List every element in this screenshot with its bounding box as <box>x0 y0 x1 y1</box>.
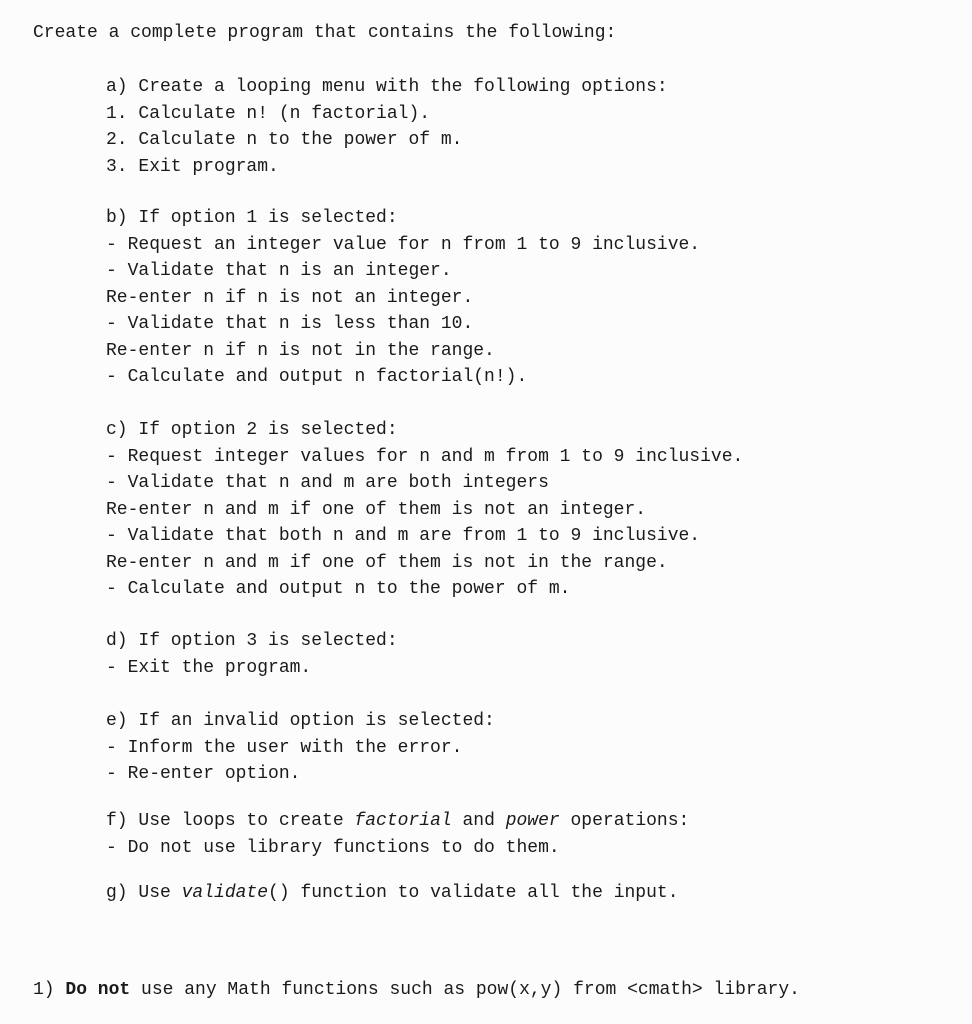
section-c-line: c) If option 2 is selected: <box>106 420 398 440</box>
footnote <box>33 980 800 1000</box>
factorial-term: factorial <box>354 811 452 831</box>
section-g-suffix: () function to validate all the input. <box>268 883 679 903</box>
section-g-line <box>106 880 679 907</box>
footnote-text: use any Math functions such as pow(x,y) from <cmath> library. <box>130 980 800 1000</box>
section-g <box>106 880 679 907</box>
section-f-suffix: operations: <box>559 811 690 831</box>
section-f-line <box>106 808 689 835</box>
section-b-line: b) If option 1 is selected: <box>106 208 398 228</box>
section-f <box>106 808 689 861</box>
section-b-line: - Request an integer value for n from 1 to 9 inclusive. <box>106 234 701 255</box>
section-c-line: - Request integer values for n and m from 1 to 9 inclusive. <box>106 446 744 467</box>
section-a-line: 2. Calculate n to the power of m. <box>106 130 463 150</box>
section-c-line: Re-enter n and m if one of them is not an integer. <box>106 499 647 520</box>
intro-text: Create a complete program that contains the following: <box>33 23 617 43</box>
section-b <box>106 205 700 391</box>
section-e-line: - Re-enter option. <box>106 764 301 784</box>
power-term: power <box>505 811 560 831</box>
section-c <box>106 417 743 603</box>
section-b-line: Re-enter n if n is not in the range. <box>106 340 495 361</box>
section-c-line: - Validate that n and m are both integers <box>106 473 549 493</box>
section-e-line: - Inform the user with the error. <box>106 737 463 758</box>
footnote-emphasis: Do not <box>65 980 131 1000</box>
section-c-line: - Validate that both n and m are from 1 to 9 inclusive. <box>106 526 701 546</box>
footnote-prefix: 1) <box>33 980 66 1000</box>
section-e-line: e) If an invalid option is selected: <box>106 711 495 731</box>
section-c-line: Re-enter n and m if one of them is not in the range. <box>106 552 668 573</box>
section-c-line: - Calculate and output n to the power of m. <box>106 579 571 599</box>
section-d-line: - Exit the program. <box>106 657 312 678</box>
section-b-line: - Validate that n is less than 10. <box>106 314 474 334</box>
section-a <box>106 74 668 180</box>
section-f-and: and <box>451 811 506 831</box>
validate-function-name: validate <box>181 883 269 903</box>
section-a-line: 1. Calculate n! (n factorial). <box>106 103 431 124</box>
section-d <box>106 628 398 681</box>
section-a-line: a) Create a looping menu with the following options: <box>106 77 668 97</box>
section-d-line: d) If option 3 is selected: <box>106 631 398 651</box>
section-f-prefix: f) Use loops to create <box>106 811 355 831</box>
section-b-line: - Validate that n is an integer. <box>106 261 452 281</box>
section-b-line: - Calculate and output n factorial(n!). <box>106 367 528 387</box>
section-a-line: 3. Exit program. <box>106 156 279 177</box>
section-g-prefix: g) Use <box>106 883 182 903</box>
section-e <box>106 708 495 788</box>
section-b-line: Re-enter n if n is not an integer. <box>106 287 474 308</box>
section-f-line: - Do not use library functions to do them. <box>106 837 560 858</box>
